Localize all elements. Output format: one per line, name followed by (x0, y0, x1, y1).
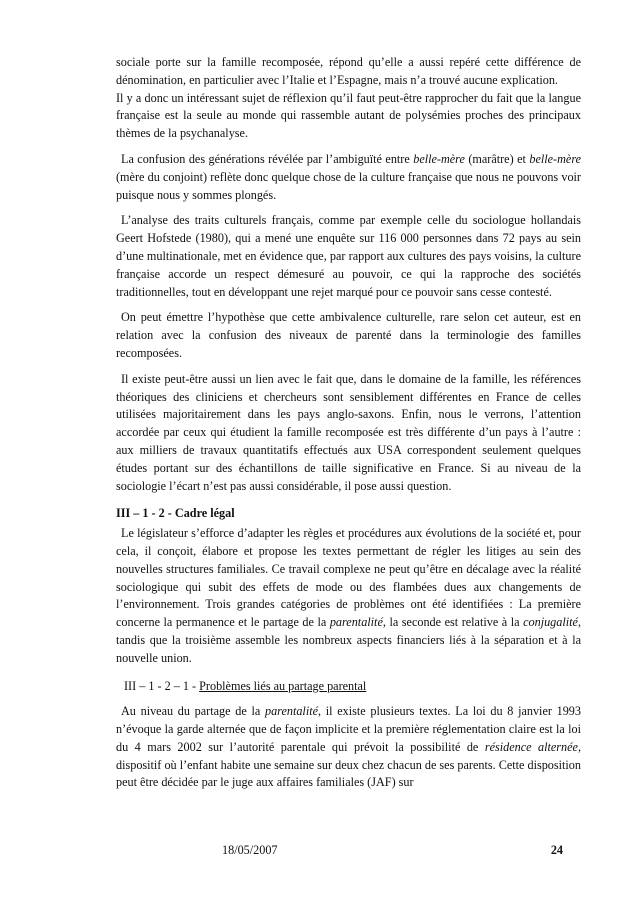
paragraph-3-emphasis-2: belle-mère (529, 151, 582, 166)
paragraph-4: L’analyse des traits culturels français, comme par exemple celle du sociologue hollandais Geert Hofstede (1980), qui a mené une enquête sur 116 000 personnes dans 72 pays au sein d’une multinationale, met en évidence que, par rapport aux cultures des pays voisins, la culture française accorde un respect démesuré au pouvoir, ce qui la rapproche des sociétés traditionnelles, tout en développant une rejet marqué pour ce pouvoir sans cesse contesté. (116, 213, 581, 299)
paragraph-8-text-b: , il existe plusieurs textes. La loi du 8 janvier 1993 n’évoque la garde alternée que de façon implicite et la première réglementation claire est la loi du 4 mars 2002 sur l’autorité parentale qui prévoit la possibilité de (116, 704, 581, 754)
paragraph-2: Il y a donc un intéressant sujet de réflexion qu’il faut peut-être rapprocher du fait que la langue française est la seule au monde qui rassemble autant de polysémies proches des principaux thèmes de la psychanalyse. (116, 90, 581, 141)
paragraph-7-text-c: , tandis que la troisième assemble les nombreux aspects financiers liés à la séparation et à la nouvelle union. (116, 615, 581, 665)
paragraph-8 (116, 703, 581, 792)
paragraph-5: On peut émettre l’hypothèse que cette ambivalence culturelle, rare selon cet auteur, est en relation avec la confusion des niveaux de parenté dans la terminologie des familles recomposées. (116, 310, 581, 360)
paragraph-7 (116, 525, 581, 667)
subsection-number: III – 1 - 2 – 1 - (124, 678, 200, 693)
document-page (116, 54, 581, 792)
paragraph-8-text-a: Au niveau du partage de la (121, 704, 265, 719)
paragraph-8-text-c: , dispositif où l’enfant habite une semaine sur deux chez chacun de ses parents. Cette disposition peut être décidée par le juge aux affaires familiales (JAF) sur (116, 739, 581, 790)
paragraph-7-emphasis-1: parentalité (329, 615, 383, 630)
section-heading: III – 1 - 2 - Cadre légal (116, 506, 235, 521)
paragraph-8-emphasis-1: parentalité (264, 704, 318, 719)
paragraph-7-text-b: , la seconde est relative à la (382, 615, 524, 630)
subsection-title: Problèmes liés au partage parental (199, 678, 367, 693)
page-number: 24 (550, 843, 563, 857)
paragraph-3-text-c: (mère du conjoint) reflète donc quelque chose de la culture française que nous ne pouvons voir puisque nous y sommes plongés. (116, 169, 581, 202)
paragraph-6: Il existe peut-être aussi un lien avec le fait que, dans le domaine de la famille, les références théoriques des cliniciens et chercheurs sont sensiblement différentes en France de celles utilisées majoritairement dans les pays anglo-saxons. Enfin, nous le verrons, l’attention accordée par ceux qui étudient la famille recomposée est très différente d’un pays à l’autre : aux milliers de travaux quantitatifs effectués aux USA correspondent seulement quelques études portant sur des échantillons de taille significative en France. Si au niveau de la sociologie l’écart n’est pas aussi considérable, il pose aussi question. (116, 371, 581, 493)
paragraph-3-text-b: (marâtre) et (464, 151, 530, 166)
paragraph-3-emphasis-1: belle-mère (413, 151, 465, 166)
paragraph-7-emphasis-2: conjugalité (523, 615, 578, 630)
paragraph-7-text-a: Le législateur s’efforce d’adapter les règles et procédures aux évolutions de la société et, pour cela, il conçoit, élabore et propose les textes permettant de régler les litiges au sein des nouvelles structures familiales. Ce travail complexe ne peut qu’être en décalage avec la réalité sociologique qui subit des effets de mode ou des flambées dues aux changements de l’environnement. Trois grandes catégories de problèmes ont été identifiées : La première concerne la permanence et le partage de la (116, 526, 581, 630)
paragraph-1: sociale porte sur la famille recomposée, répond qu’elle a aussi repéré cette différence de dénomination, en particulier avec l’Italie et l’Espagne, mais n’a trouvé aucune explication. (116, 55, 581, 87)
paragraph-8-emphasis-2: résidence alternée (484, 739, 578, 754)
paragraph-3-text-a: La confusion des générations révélée par l’ambiguïté entre (121, 151, 414, 166)
subsection-heading (116, 678, 581, 696)
footer-date: 18/05/2007 (222, 843, 278, 857)
paragraph-3 (116, 151, 581, 204)
